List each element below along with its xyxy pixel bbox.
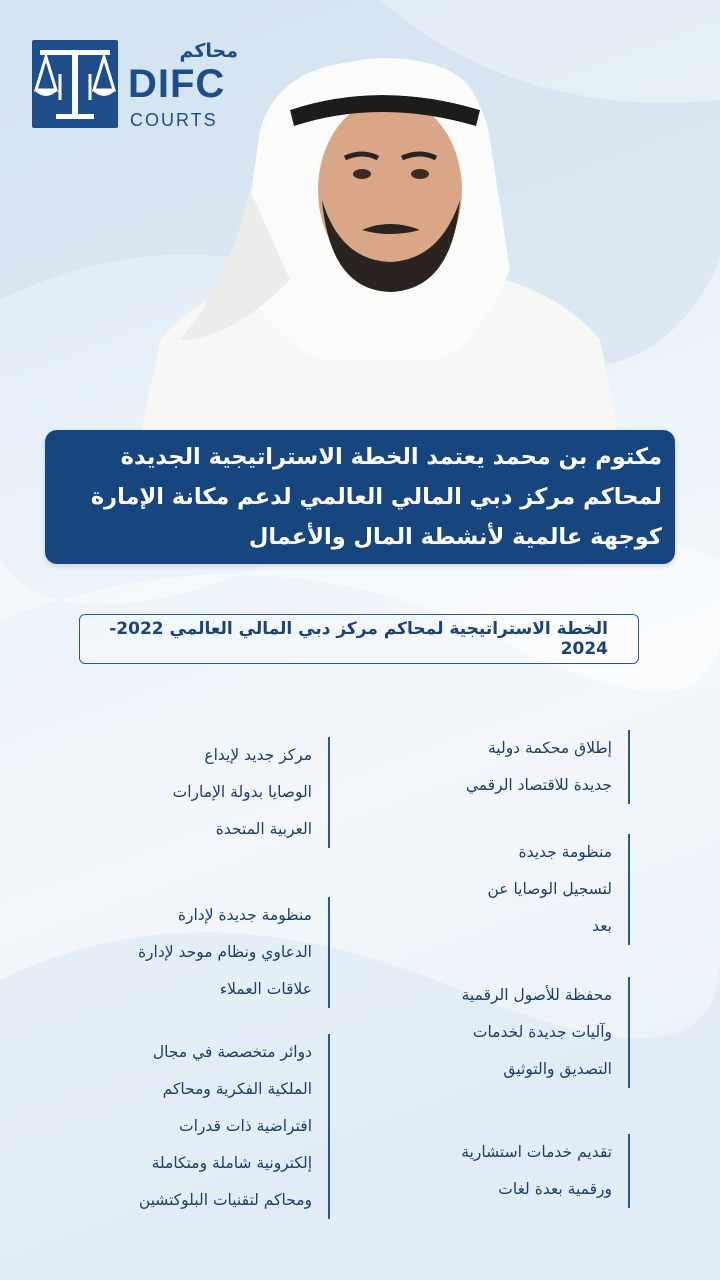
item-line: ورقمية بعدة لغات bbox=[498, 1180, 612, 1198]
left-item-wills-centre bbox=[80, 737, 330, 848]
item-line: مركز جديد لإيداع bbox=[204, 746, 312, 764]
logo-difc-text: DIFC bbox=[128, 62, 226, 106]
left-item-specialised-courts bbox=[80, 1034, 330, 1219]
item-line: الوصايا بدولة الإمارات bbox=[172, 783, 312, 801]
item-line: بعد bbox=[592, 917, 612, 935]
item-line: جديدة للاقتصاد الرقمي bbox=[465, 776, 612, 794]
item-line: افتراضية ذات قدرات bbox=[179, 1117, 312, 1135]
right-item-digital-assets bbox=[390, 977, 630, 1088]
scales-of-justice-icon bbox=[32, 40, 118, 128]
plan-title-box bbox=[79, 614, 639, 664]
headline-banner bbox=[45, 430, 675, 564]
item-line: العربية المتحدة bbox=[215, 820, 312, 838]
item-line: منظومة جديدة bbox=[518, 843, 612, 861]
headline-text: مكتوم بن محمد يعتمد الخطة الاستراتيجية الجديدة لمحاكم مركز دبي المالي العالمي لدعم مكانة الإمارة كوجهة عالمية لأنشطة المال والأعمال bbox=[90, 444, 662, 550]
item-line: الملكية الفكرية ومحاكم bbox=[162, 1080, 312, 1098]
item-line: لتسجيل الوصايا عن bbox=[487, 880, 612, 898]
right-item-remote-wills bbox=[390, 834, 630, 945]
item-line: وآليات جديدة لخدمات bbox=[472, 1023, 612, 1041]
plan-title-text: الخطة الاستراتيجية لمحاكم مركز دبي المالي العالمي 2022-2024 bbox=[109, 619, 608, 659]
logo-courts-text: COURTS bbox=[130, 110, 218, 130]
left-item-case-management bbox=[80, 897, 330, 1008]
item-line: إطلاق محكمة دولية bbox=[487, 739, 612, 757]
right-item-digital-court bbox=[390, 730, 630, 804]
logo-arabic-text: محاكم bbox=[179, 40, 238, 62]
item-line: منظومة جديدة لإدارة bbox=[177, 906, 312, 924]
item-line: إلكترونية شاملة ومتكاملة bbox=[151, 1154, 312, 1172]
item-line: دوائر متخصصة في مجال bbox=[152, 1043, 312, 1061]
item-line: الدعاوي ونظام موحد لإدارة bbox=[137, 943, 312, 961]
portrait-photo bbox=[140, 40, 620, 440]
item-line: التصديق والتوثيق bbox=[503, 1060, 612, 1078]
item-line: تقديم خدمات استشارية bbox=[461, 1143, 612, 1161]
item-line: علاقات العملاء bbox=[219, 980, 312, 998]
item-line: ومحاكم لتقنيات البلوكتشين bbox=[138, 1191, 312, 1209]
item-line: محفظة للأصول الرقمية bbox=[461, 986, 612, 1004]
right-item-advisory-services bbox=[390, 1134, 630, 1208]
